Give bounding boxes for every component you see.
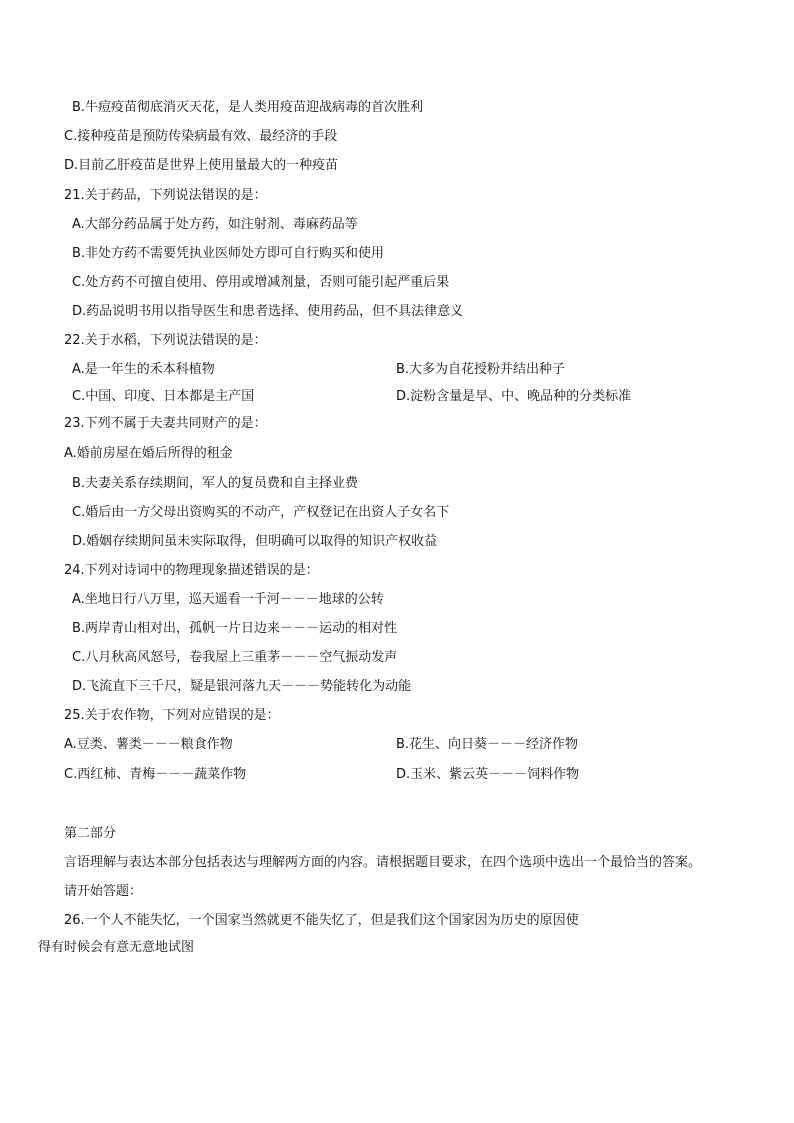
q23-option-b: B.夫妻关系存续期间，军人的复员费和自主择业费 [72,476,359,491]
question-26-continued: 得有时候会有意无意地试图 [38,940,195,955]
q24-option-d: D.飞流直下三千尺，疑是银河落九天－－－势能转化为动能 [72,679,412,694]
question-22: 22.关于水稻，下列说法错误的是： [64,333,267,348]
q22-option-d: D.淀粉含量是早、中、晚品种的分类标准 [396,389,632,404]
section-description: 言语理解与表达本部分包括表达与理解两方面的内容。请根据题目要求，在四个选项中选出一个最恰当的答案。 [64,855,702,870]
question-26: 26.一个人不能失忆，一个国家当然就更不能失忆了，但是我们这个国家因为历史的原因使 [64,913,579,928]
q22-option-c: C.中国、印度、日本都是主产国 [72,389,255,404]
q25-option-a: A.豆类、薯类－－－粮食作物 [64,737,233,752]
start-prompt: 请开始答题： [64,884,143,899]
q21-option-b: B.非处方药不需要凭执业医师处方即可自行购买和使用 [72,246,385,261]
q24-option-c: C.八月秋高风怒号，卷我屋上三重茅－－－空气振动发声 [72,650,398,665]
q25-option-b: B.花生、向日葵－－－经济作物 [396,737,579,752]
q21-option-d: D.药品说明书用以指导医生和患者选择、使用药品，但不具法律意义 [72,304,464,319]
q20-option-b: B.牛痘疫苗彻底消灭天花，是人类用疫苗迎战病毒的首次胜利 [72,100,424,115]
q25-option-d: D.玉米、紫云英－－－饲料作物 [396,767,580,782]
q25-option-c: C.西红柿、青梅－－－蔬菜作物 [64,767,247,782]
q21-option-c: C.处方药不可擅自使用、停用或增减剂量，否则可能引起严重后果 [72,275,450,290]
q21-option-a: A.大部分药品属于处方药，如注射剂、毒麻药品等 [72,217,358,232]
question-24: 24.下列对诗词中的物理现象描述错误的是： [64,563,319,578]
q20-option-d: D.目前乙肝疫苗是世界上使用量最大的一种疫苗 [64,158,339,173]
q22-option-b: B.大多为自花授粉并结出种子 [396,362,566,377]
q24-option-a: A.坐地日行八万里，巡天遥看一千河－－－地球的公转 [72,592,384,607]
question-21: 21.关于药品，下列说法错误的是： [64,188,267,203]
question-25: 25.关于农作物，下列对应错误的是： [64,708,280,723]
q23-option-c: C.婚后由一方父母出资购买的不动产，产权登记在出资人子女名下 [72,505,450,520]
q22-option-a: A.是一年生的禾本科植物 [72,362,215,377]
question-23: 23.下列不属于夫妻共同财产的是： [64,416,267,431]
q23-option-d: D.婚姻存续期间虽未实际取得，但明确可以取得的知识产权收益 [72,534,438,549]
q20-option-c: C.接种疫苗是预防传染病最有效、最经济的手段 [64,129,338,144]
section-heading: 第二部分 [64,826,117,841]
q23-option-a: A.婚前房屋在婚后所得的租金 [64,446,233,461]
q24-option-b: B.两岸青山相对出，孤帆一片日边来－－－运动的相对性 [72,621,398,636]
